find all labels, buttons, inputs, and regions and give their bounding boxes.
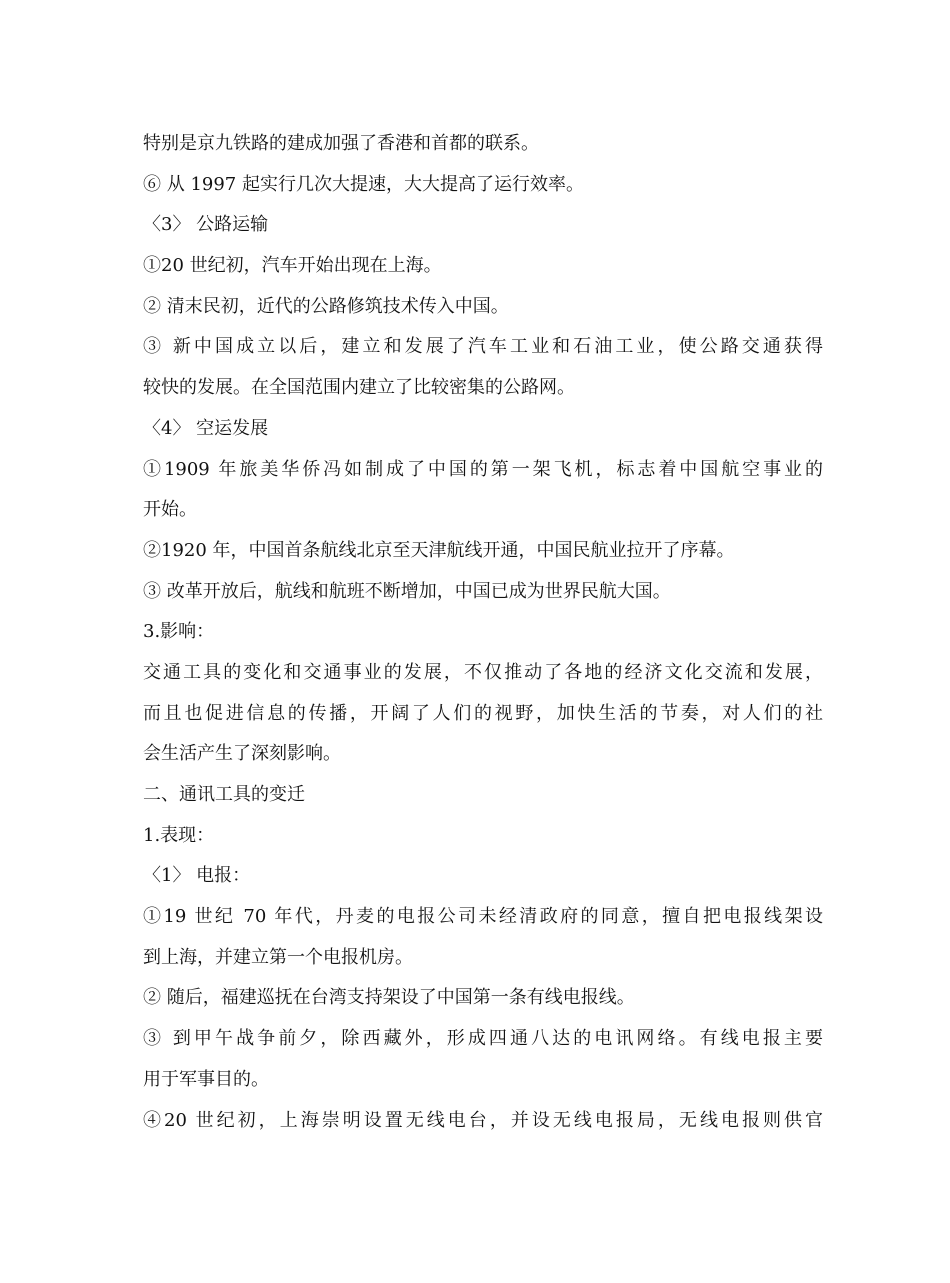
text-line: [143, 1019, 823, 1060]
text-line: [143, 1101, 823, 1142]
text-line-content: ①20 世纪初，汽车开始出现在上海。: [143, 255, 442, 277]
text-line: [143, 978, 823, 1019]
text-line-content: 3.影响：: [143, 621, 215, 643]
text-line-content: 较快的发展。在全国范围内建立了比较密集的公路网。: [143, 377, 575, 399]
text-line-content: 〈4〉 空运发展: [143, 417, 269, 439]
text-line-content: 交通工具的变化和交通事业的发展，不仅推动了各地的经济文化交流和发展，: [143, 661, 823, 683]
text-line-content: ②1920 年，中国首条航线北京至天津航线开通，中国民航业拉开了序幕。: [143, 539, 735, 561]
text-line-content: 特别是京九铁路的建成加强了香港和首都的联系。: [143, 133, 539, 154]
text-line-content: 二、通讯工具的变迁: [143, 784, 305, 805]
text-line-content: ①19 世纪 70 年代，丹麦的电报公司未经清政府的同意，擅自把电报线架设: [143, 906, 823, 928]
text-line-content: ①1909 年旅美华侨冯如制成了中国的第一架飞机，标志着中国航空事业的: [143, 458, 823, 480]
text-line-content: 而且也促进信息的传播，开阔了人们的视野，加快生活的节奏，对人们的社: [143, 702, 823, 724]
text-line-content: ⑥ 从 1997 起实行几次大提速，大大提高了运行效率。: [143, 173, 584, 195]
text-line-content: ④20 世纪初，上海崇明设置无线电台，并设无线电报局，无线电报则供官: [143, 1109, 823, 1131]
text-line: [143, 490, 823, 531]
text-line: [143, 694, 823, 735]
text-line: [143, 287, 823, 328]
text-line: [143, 165, 823, 206]
text-line: [143, 775, 823, 816]
text-line: [143, 450, 823, 491]
text-line-content: 〈3〉 公路运输: [143, 214, 269, 236]
text-line-content: 开始。: [143, 499, 197, 521]
text-line-content: 用于军事目的。: [143, 1068, 269, 1090]
text-line: [143, 856, 823, 897]
text-line: [143, 327, 823, 368]
text-line: [143, 612, 823, 653]
text-line-content: ③ 改革开放后，航线和航班不断增加，中国已成为世界民航大国。: [143, 580, 671, 602]
text-line: [143, 246, 823, 287]
text-line-content: 1.表现：: [143, 824, 215, 846]
text-line-content: 〈1〉 电报：: [143, 865, 251, 887]
text-line: [143, 734, 823, 775]
text-line-content: ② 随后，福建巡抚在台湾支持架设了中国第一条有线电报线。: [143, 987, 635, 1009]
text-line-content: ③ 新中国成立以后，建立和发展了汽车工业和石油工业，使公路交通获得: [143, 336, 823, 358]
text-line: [143, 124, 823, 165]
text-line-content: 到上海，并建立第一个电报机房。: [143, 946, 413, 968]
text-line: [143, 653, 823, 694]
text-line: [143, 531, 823, 572]
text-line: [143, 572, 823, 613]
text-line-content: 会生活产生了深刻影响。: [143, 743, 341, 765]
text-line: [143, 816, 823, 857]
text-line-content: ③ 到甲午战争前夕，除西藏外，形成四通八达的电讯网络。有线电报主要: [143, 1028, 823, 1050]
text-line: [143, 368, 823, 409]
text-line: [143, 205, 823, 246]
text-line: [143, 897, 823, 938]
text-line: [143, 938, 823, 979]
text-line: [143, 1060, 823, 1101]
text-line: [143, 409, 823, 450]
document-body: [143, 124, 823, 1141]
text-line-content: ② 清末民初，近代的公路修筑技术传入中国。: [143, 295, 509, 317]
